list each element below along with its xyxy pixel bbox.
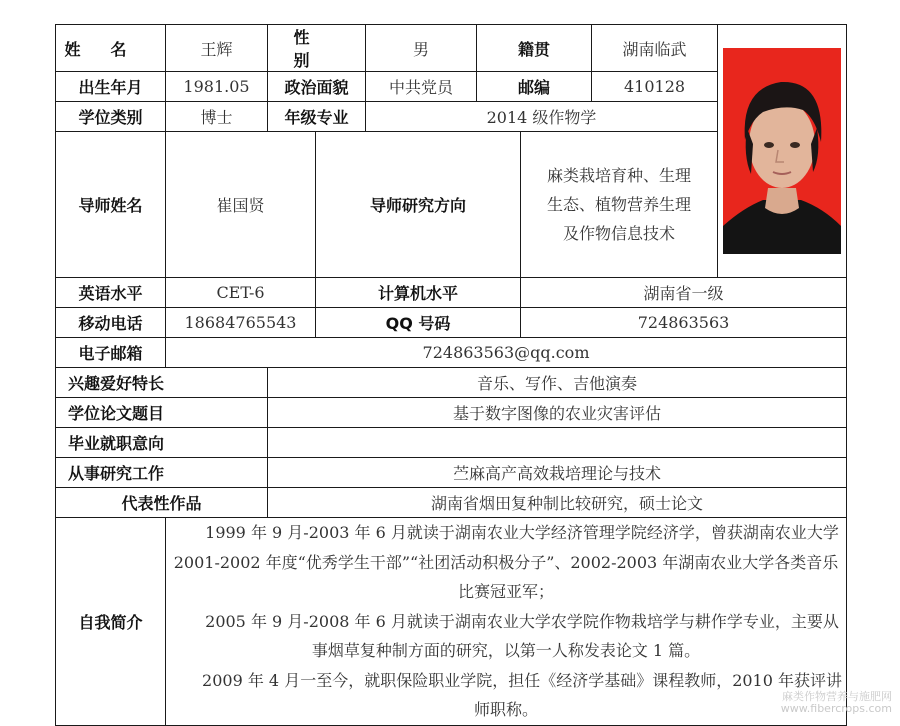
research-value: 苎麻高产高效栽培理论与技术: [268, 458, 847, 488]
mobile-value: 18684765543: [166, 308, 316, 338]
advisor-name-label: 导师姓名: [56, 132, 166, 278]
qq-value: 724863563: [521, 308, 847, 338]
hobbies-value: 音乐、写作、吉他演奏: [268, 368, 847, 398]
photo-cell: [718, 25, 847, 278]
intro-paragraph-2: 2005 年 9 月-2008 年 6 月就读于湖南农业大学农学院作物栽培学与耕作学专业，主要从事烟草复种制方面的研究，以第一人称发表论文 1 篇。: [205, 611, 839, 660]
advisor-name-value: 崔国贤: [166, 132, 316, 278]
hobbies-label: 兴趣爱好特长: [56, 368, 268, 398]
advisor-research-value: [521, 132, 718, 278]
mobile-label: 移动电话: [56, 308, 166, 338]
degree-type-value: 博士: [166, 102, 268, 132]
english-value: CET-6: [166, 278, 316, 308]
works-label: 代表性作品: [56, 488, 268, 518]
advisor-research-line-1: 麻类栽培育种、生理: [547, 166, 692, 185]
advisor-research-line-2: 生态、植物营养生理: [547, 195, 692, 214]
birth-label: 出生年月: [56, 72, 166, 102]
computer-label: 计算机水平: [316, 278, 521, 308]
intro-paragraph-3: 2009 年 4 月一至今，就职保险职业学院，担任《经济学基础》课程教师，2010 年获评讲师职称。: [202, 670, 842, 719]
watermark-line-2: www.fibercrops.com: [780, 702, 892, 715]
gender-label: 性别: [268, 25, 366, 72]
gender-value: 男: [366, 25, 477, 72]
name-label: 姓名: [56, 25, 166, 72]
thesis-label: 学位论文题目: [56, 398, 268, 428]
portrait-illustration: [723, 48, 841, 254]
works-value: 湖南省烟田复种制比较研究，硕士论文: [268, 488, 847, 518]
name-value: 王辉: [166, 25, 268, 72]
grade-major-label: 年级专业: [268, 102, 366, 132]
intro-label: 自我简介: [56, 518, 166, 726]
watermark-line-1: 麻类作物营养与施肥网: [782, 690, 892, 703]
research-label: 从事研究工作: [56, 458, 268, 488]
politics-value: 中共党员: [366, 72, 477, 102]
resume-table: [55, 24, 847, 726]
birth-value: 1981.05: [166, 72, 268, 102]
degree-type-label: 学位类别: [56, 102, 166, 132]
computer-value: 湖南省一级: [521, 278, 847, 308]
english-label: 英语水平: [56, 278, 166, 308]
thesis-value: 基于数字图像的农业灾害评估: [268, 398, 847, 428]
intro-paragraph-1: 1999 年 9 月-2003 年 6 月就读于湖南农业大学经济管理学院经济学，曾获湖南农业大学 2001-2002 年度“优秀学生干部”“社团活动积极分子”、2002-2003 年湖南农业大学各类音乐比赛冠亚军；: [173, 523, 839, 601]
advisor-research-label: 导师研究方向: [316, 132, 521, 278]
postcode-value: 410128: [592, 72, 718, 102]
native-place-value: 湖南临武: [592, 25, 718, 72]
career-value: [268, 428, 847, 458]
postcode-label: 邮编: [477, 72, 592, 102]
portrait-photo: [723, 48, 841, 254]
email-label: 电子邮箱: [56, 338, 166, 368]
grade-major-value: 2014 级作物学: [366, 102, 718, 132]
politics-label: 政治面貌: [268, 72, 366, 102]
advisor-research-line-3: 及作物信息技术: [563, 224, 676, 243]
career-label: 毕业就职意向: [56, 428, 268, 458]
email-value: 724863563@qq.com: [166, 338, 847, 368]
qq-label: QQ 号码: [316, 308, 521, 338]
intro-value: [166, 518, 847, 726]
native-place-label: 籍贯: [477, 25, 592, 72]
watermark: [781, 691, 892, 715]
